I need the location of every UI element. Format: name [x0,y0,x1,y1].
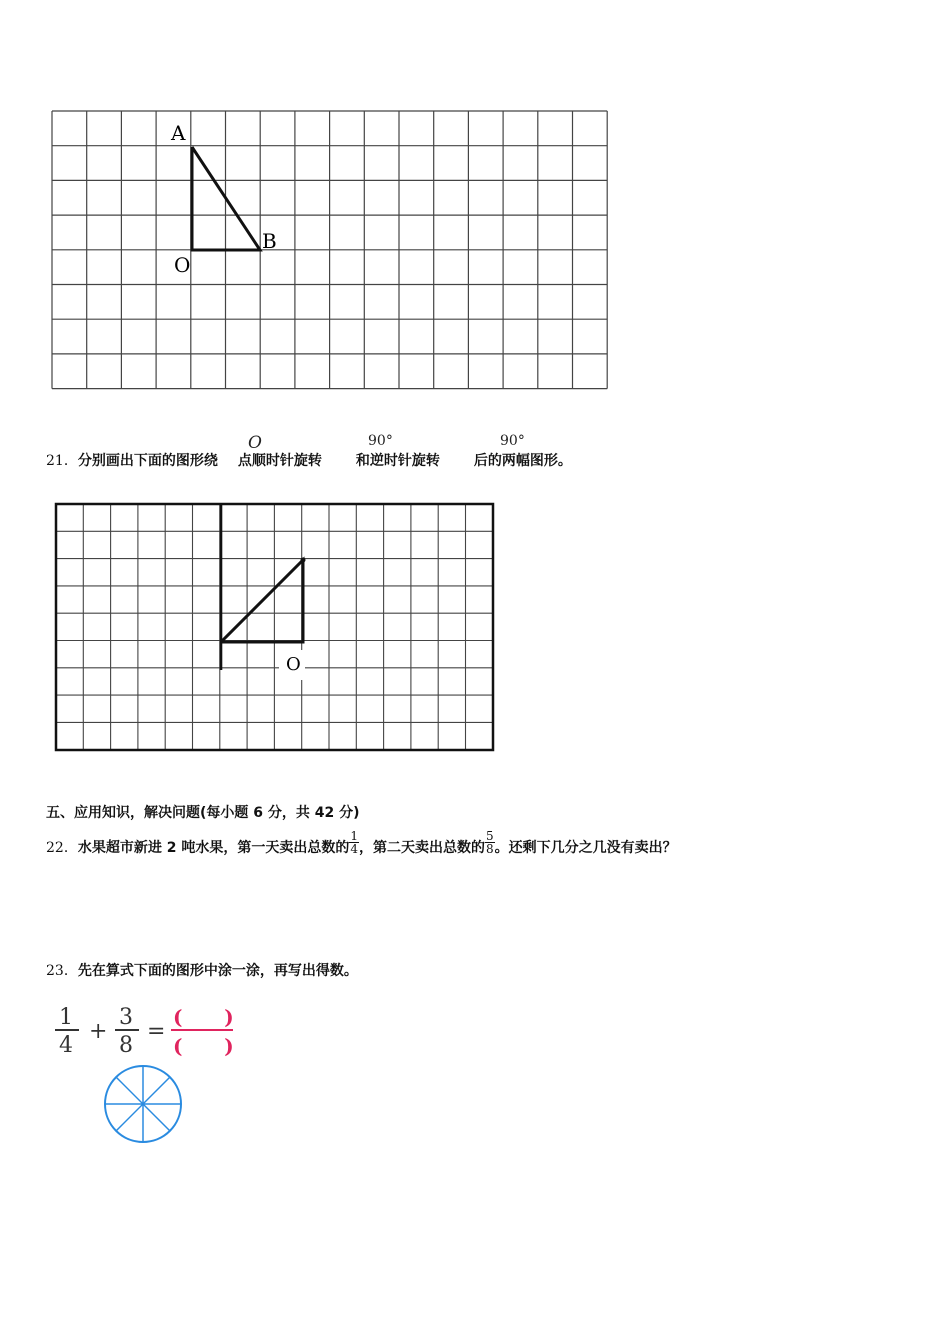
question-number: 23． [46,963,78,979]
eq-frac1-den: 4 [59,1033,73,1058]
q23-text: 先在算式下面的图形中涂一涂，再写出得数。 [77,963,358,979]
fraction-circle-eighths[interactable] [105,1066,181,1142]
q22-text-3: 。还剩下几分之几没有卖出？ [494,840,677,856]
section-heading: 五、应用知识，解决问题(每小题 6 分，共 42 分) [46,805,360,821]
q22-text-2: ，第二天卖出总数的 [358,840,485,856]
fraction-numerator: 1 [350,828,358,843]
rotation-triangle [221,560,303,642]
fraction-numerator: 5 [485,828,494,843]
fraction-denominator: 4 [350,841,358,856]
label-o-rotation: O [286,654,301,675]
q21-angle-1: 90° [368,433,393,449]
q21-var-o: O [248,433,262,453]
eq-frac2-den: 8 [119,1033,133,1058]
q21-text-4: 后的两幅图形。 [473,453,572,469]
q21-text-3: 和逆时针旋转 [355,453,440,469]
fraction-1-4 [349,830,359,855]
q21-text-1: 分别画出下面的图形绕 [77,453,218,469]
label-b: B [262,229,277,253]
fraction-denominator: 8 [485,841,494,856]
question-22 [46,828,677,857]
question-23 [46,960,358,980]
equation-figure [45,1000,265,1160]
q21-angle-2: 90° [500,433,525,449]
question-number: 22． [46,840,78,856]
fraction-5-8 [485,830,495,855]
answer-denominator[interactable]: ( ) [173,1034,234,1058]
label-o: O [174,253,191,277]
eq-plus: + [89,1019,108,1044]
eq-frac1-num: 1 [59,1005,73,1030]
eq-frac2-num: 3 [119,1005,133,1030]
answer-numerator[interactable]: ( ) [173,1005,234,1029]
grid-figure-rotation [50,498,500,758]
question-21 [46,450,572,470]
q21-text-2: 点顺时针旋转 [237,453,322,469]
eq-equals: = [147,1019,166,1044]
grid-figure-triangle-aob [40,100,620,400]
label-a: A [171,121,186,145]
q22-text-1: 水果超市新进 2 吨水果，第一天卖出总数的 [77,840,350,856]
question-number: 21． [46,453,78,469]
